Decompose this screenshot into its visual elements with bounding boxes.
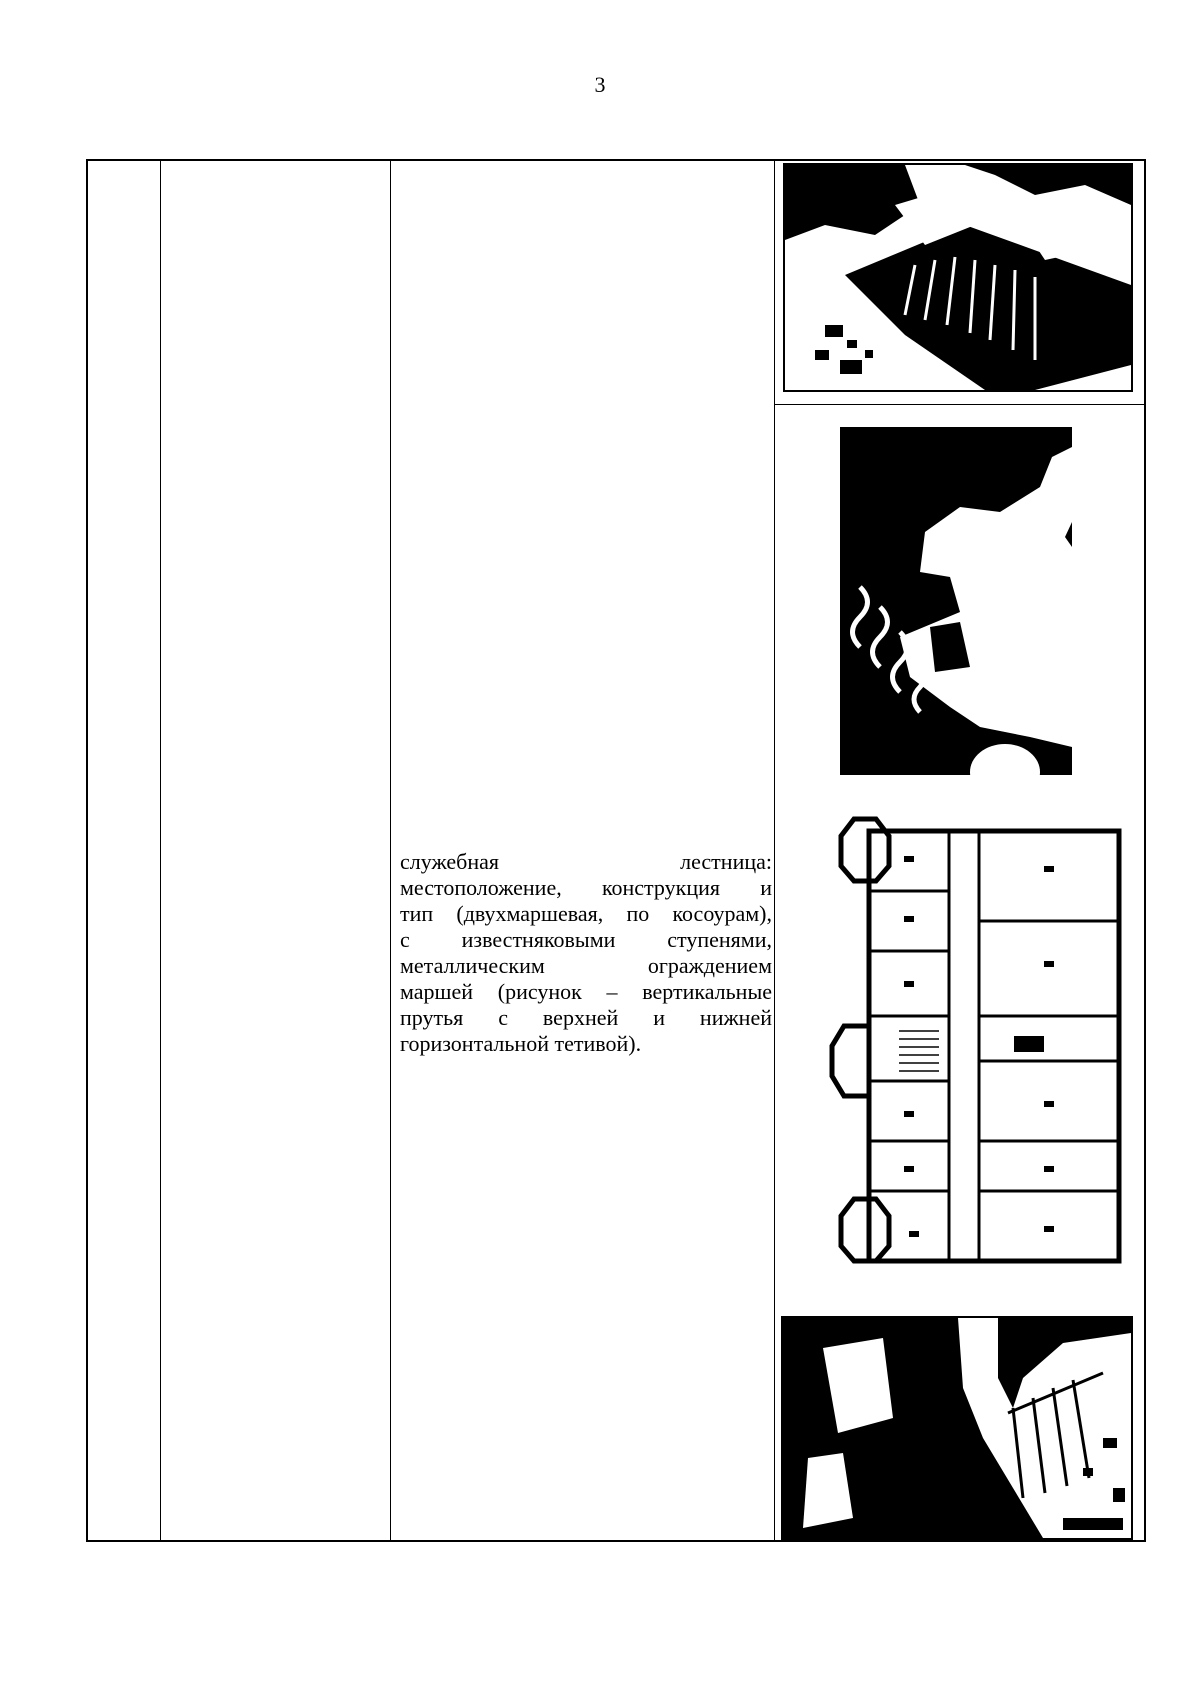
description-line: металлическим ограждением: [400, 953, 772, 978]
description-line: горизонтальной тетивой).: [400, 1031, 642, 1056]
description-line: местоположение, конструкция и: [400, 875, 772, 900]
description-line: маршей (рисунок – вертикальные: [400, 979, 772, 1004]
description-line: тип (двухмаршевая, по косоурам),: [400, 901, 772, 926]
staircase-photo-top: [783, 163, 1133, 392]
railing-photo: [840, 427, 1072, 775]
column-divider-3: [774, 161, 775, 1540]
document-table: [86, 159, 1146, 1542]
floor-plan-drawing: [814, 811, 1134, 1285]
image-cell-divider: [774, 404, 1144, 405]
description-line: с известняковыми ступенями,: [400, 927, 772, 952]
column-divider-1: [160, 161, 161, 1540]
description-line: служебная лестница:: [400, 849, 772, 874]
description-line: прутья с верхней и нижней: [400, 1005, 772, 1030]
description-cell: [400, 849, 772, 1057]
staircase-photo-bottom: [781, 1316, 1133, 1540]
column-divider-2: [390, 161, 391, 1540]
page-number: 3: [594, 72, 606, 97]
